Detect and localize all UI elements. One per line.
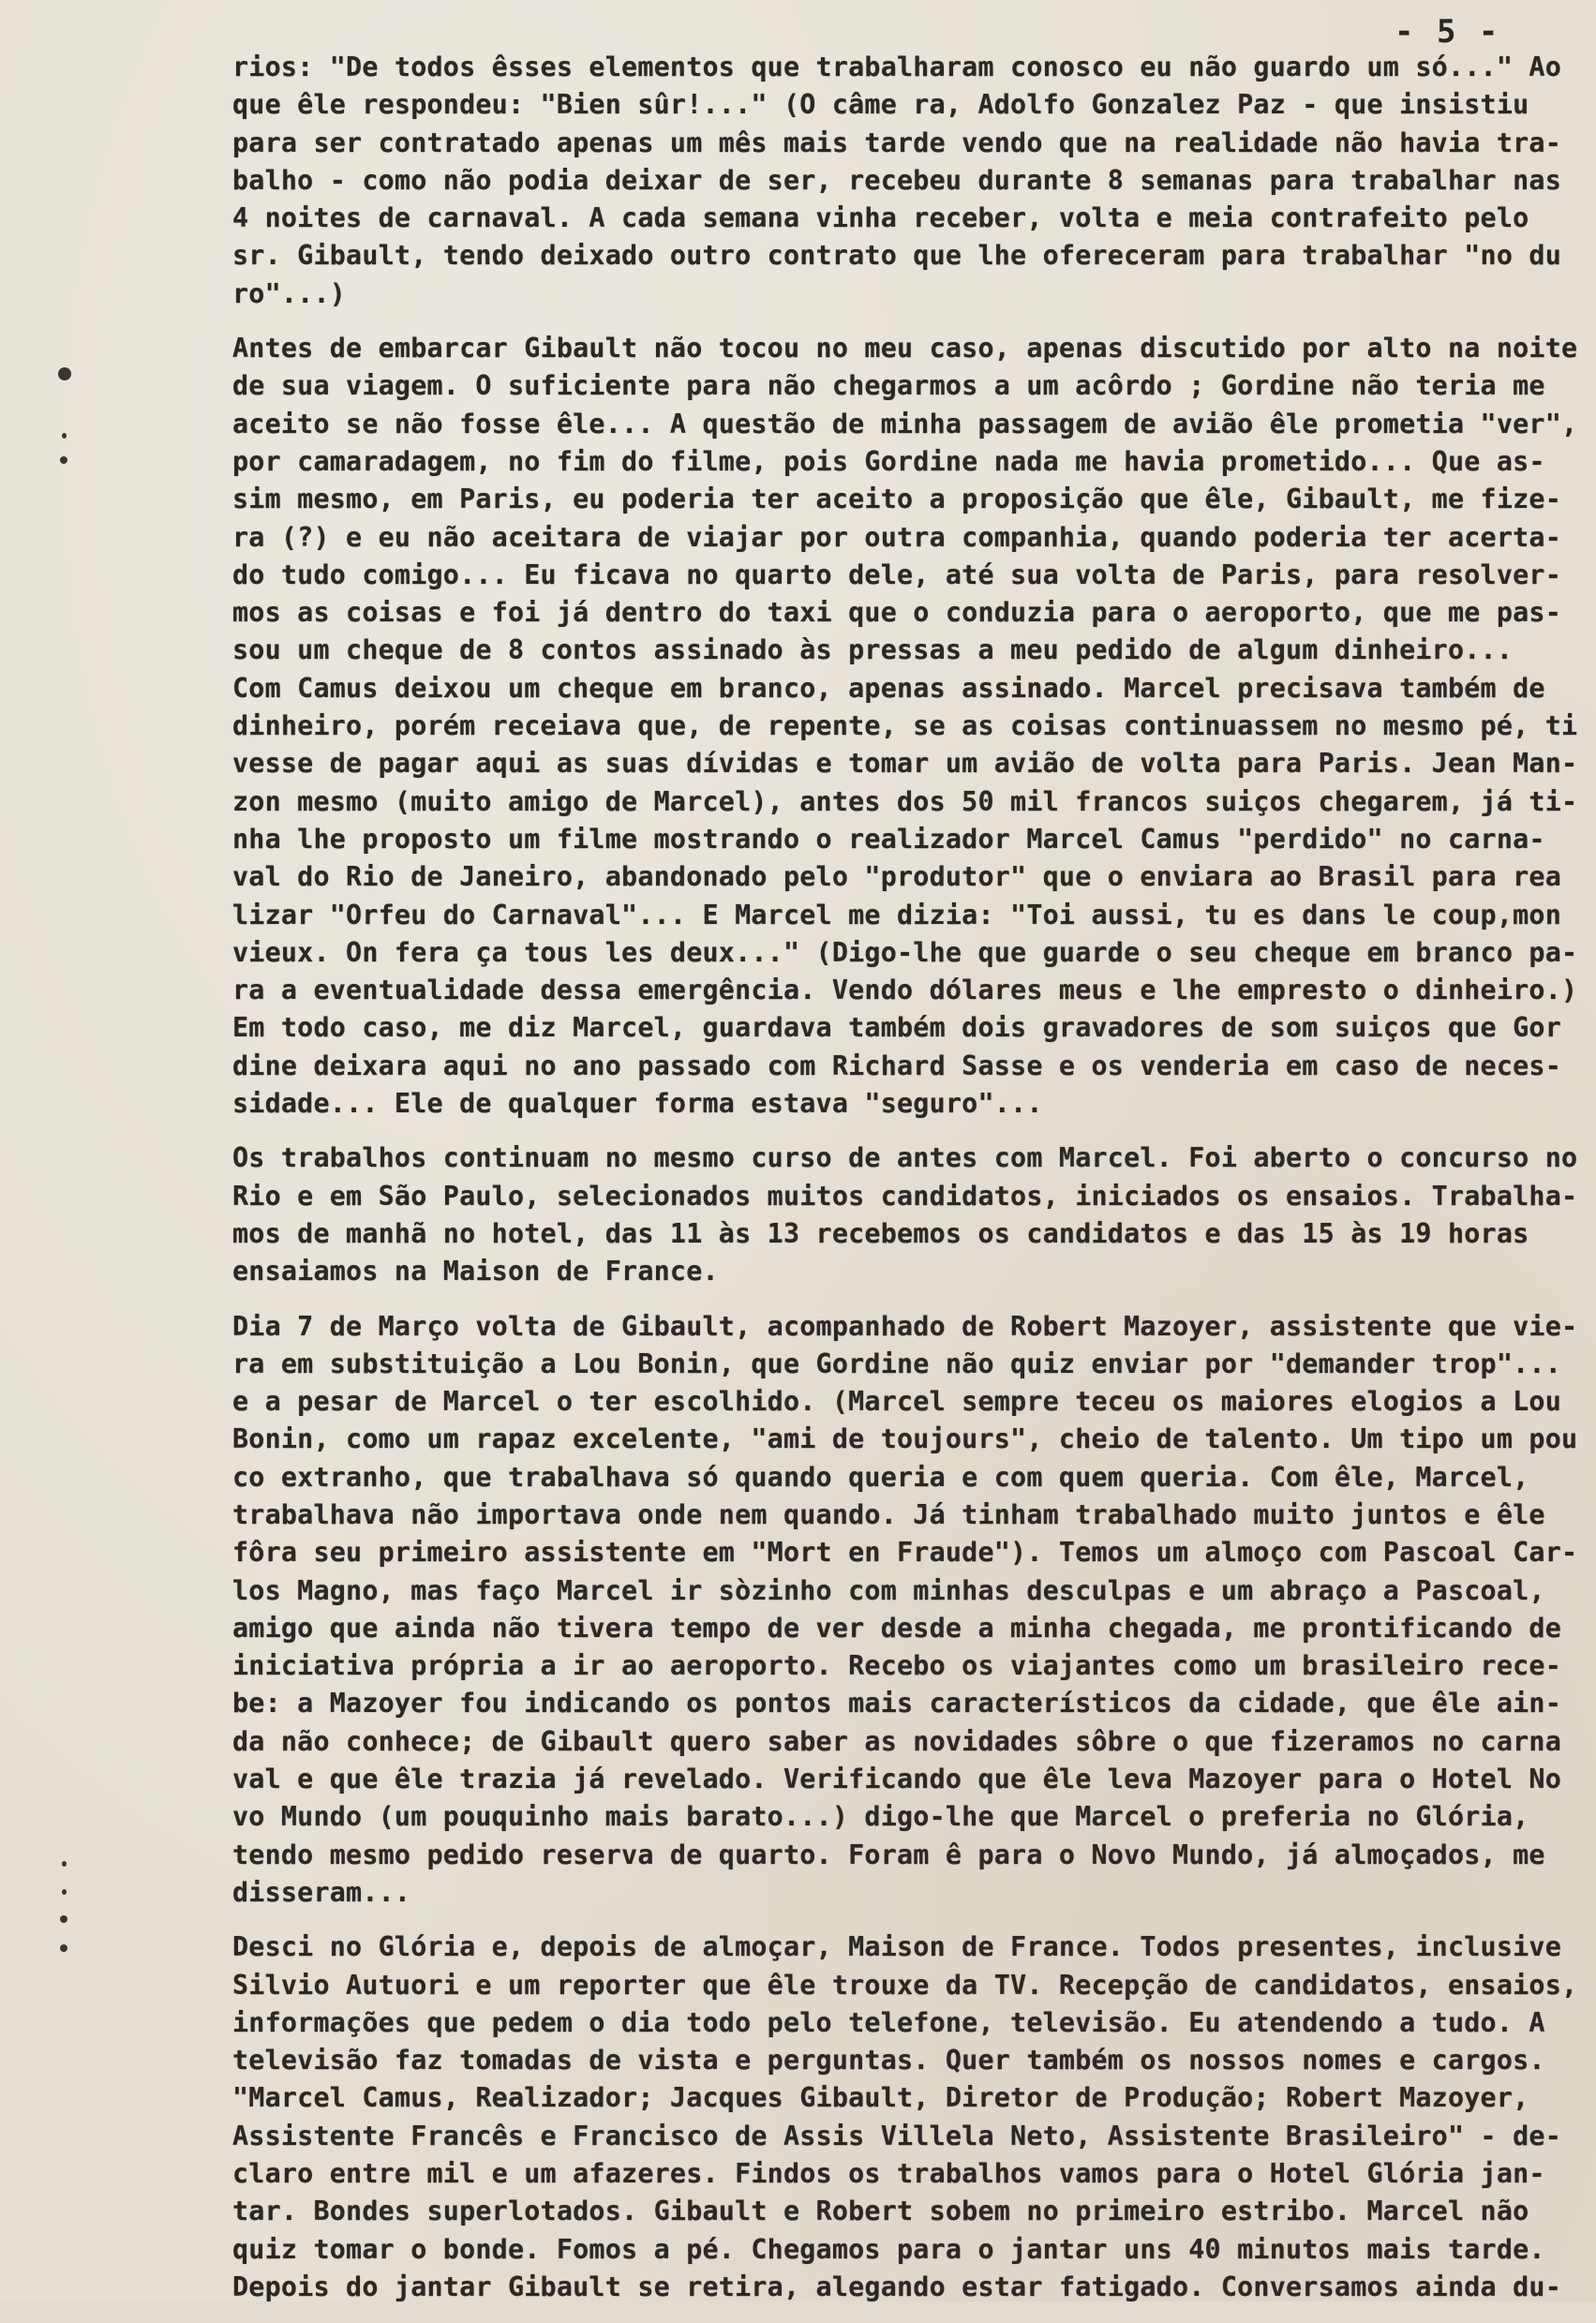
- text-line: Os trabalhos continuam no mesmo curso de antes com Marcel. Foi aberto o concurso no: [232, 1142, 1578, 1174]
- text-line: dinheiro, porém receiava que, de repente, se as coisas continuassem no mesmo pé, ti: [232, 710, 1578, 742]
- text-line: mos de manhã no hotel, das 11 às 13 recebemos os candidatos e das 15 às 19 horas: [232, 1217, 1529, 1249]
- text-line: Dia 7 de Março volta de Gibault, acompanhado de Robert Mazoyer, assistente que vie-: [232, 1310, 1578, 1342]
- text-line: que êle respondeu: "Bien sûr!..." (O câme ra, Adolfo Gonzalez Paz - que insistiu: [232, 89, 1529, 121]
- text-line: fôra seu primeiro assistente em "Mort en Fraude"). Temos um almoço com Pascoal Car-: [232, 1537, 1578, 1569]
- text-line: ra em substituição a Lou Bonin, que Gordine não quiz enviar por "demander trop"...: [232, 1348, 1561, 1379]
- text-line: Bonin, como um rapaz excelente, "ami de toujours", cheio de talento. Um tipo um pou: [232, 1423, 1578, 1455]
- text-line: tendo mesmo pedido reserva de quarto. Foram ê para o Novo Mundo, já almoçados, me: [232, 1839, 1545, 1870]
- text-line: ra a eventualidade dessa emergência. Vendo dólares meus e lhe empresto o dinheiro.): [232, 975, 1578, 1006]
- text-line: lizar "Orfeu do Carnaval"... E Marcel me dizia: "Toi aussi, tu es dans le coup,mon: [232, 899, 1561, 931]
- typed-text-body: [232, 49, 1589, 2323]
- text-line: da não conhece; de Gibault quero saber as novidades sôbre o que fizeramos no carna: [232, 1725, 1561, 1757]
- text-line: be: a Mazoyer fou indicando os pontos mais característicos da cidade, que êle ain-: [232, 1688, 1561, 1720]
- text-line: val do Rio de Janeiro, abandonado pelo "produtor" que o enviara ao Brasil para rea: [232, 861, 1561, 893]
- text-line: rios: "De todos êsses elementos que trabalharam conosco eu não guardo um só..." Ao: [232, 52, 1561, 82]
- text-line: Antes de embarcar Gibault não tocou no meu caso, apenas discutido por alto na noite: [232, 333, 1578, 365]
- text-line: sr. Gibault, tendo deixado outro contrato que lhe ofereceram para trabalhar "no du: [232, 240, 1561, 272]
- text-line: Depois do jantar Gibault se retira, alegando estar fatigado. Conversamos ainda du-: [232, 2271, 1561, 2302]
- text-line: informações que pedem o dia todo pelo telefone, televisão. Eu atendendo a tudo. A: [232, 2006, 1545, 2038]
- page-number: - 5 -: [1395, 13, 1500, 51]
- text-line: Em todo caso, me diz Marcel, guardava também dois gravadores de som suiços que Gor: [232, 1012, 1561, 1044]
- punch-hole-mark: [62, 1861, 67, 1867]
- text-line: Desci no Glória e, depois de almoçar, Maison de France. Todos presentes, inclusive: [232, 1931, 1561, 1963]
- punch-hole-mark: [62, 1889, 67, 1895]
- punch-hole-mark: [60, 456, 67, 464]
- punch-hole-mark: [60, 1944, 67, 1952]
- text-line: zon mesmo (muito amigo de Marcel), antes dos 50 mil francos suiços chegarem, já ti-: [232, 785, 1578, 817]
- text-line: tar. Bondes superlotados. Gibault e Robert sobem no primeiro estribo. Marcel não: [232, 2196, 1529, 2227]
- text-line: aceito se não fosse êle... A questão de minha passagem de avião êle prometia "ver",: [232, 408, 1578, 439]
- text-line: mos as coisas e foi já dentro do taxi que o conduzia para o aeroporto, que me pas-: [232, 597, 1561, 629]
- text-line: sou um cheque de 8 contos assinado às pressas a meu pedido de algum dinheiro...: [232, 634, 1514, 666]
- paragraph: [232, 330, 1589, 1123]
- text-line: dine deixara aqui no ano passado com Richard Sasse e os venderia em caso de neces-: [232, 1050, 1561, 1081]
- punch-hole-mark: [60, 1915, 67, 1923]
- text-line: sidade... Ele de qualquer forma estava "seguro"...: [232, 1088, 1043, 1120]
- text-line: vo Mundo (um pouquinho mais barato...) digo-lhe que Marcel o preferia no Glória,: [232, 1801, 1529, 1833]
- text-line: trabalhava não importava onde nem quando. Já tinham trabalhado muito juntos e êle: [232, 1498, 1545, 1530]
- text-line: "Marcel Camus, Realizador; Jacques Gibault, Diretor de Produção; Robert Mazoyer,: [232, 2082, 1529, 2114]
- text-line: co extranho, que trabalhava só quando queria e com quem queria. Com êle, Marcel,: [232, 1461, 1529, 1493]
- text-line: amigo que ainda não tivera tempo de ver desde a minha chegada, me prontificando de: [232, 1612, 1561, 1644]
- text-line: Rio e em São Paulo, selecionados muitos candidatos, iniciados os ensaios. Trabalha-: [232, 1180, 1578, 1212]
- text-line: claro entre mil e um afazeres. Findos os trabalhos vamos para o Hotel Glória jan-: [232, 2158, 1545, 2190]
- paragraph: [232, 1139, 1589, 1290]
- text-line: por camaradagem, no fim do filme, pois Gordine nada me havia prometido... Que as-: [232, 445, 1545, 477]
- text-line: val e que êle trazia já revelado. Verificando que êle leva Mazoyer para o Hotel No: [232, 1764, 1561, 1795]
- text-line: balho - como não podia deixar de ser, recebeu durante 8 semanas para trabalhar nas: [232, 164, 1561, 196]
- text-line: vieux. On fera ça tous les deux..." (Digo-lhe que guarde o seu cheque em branco pa-: [232, 936, 1578, 968]
- text-line: los Magno, mas faço Marcel ir sòzinho com minhas desculpas e um abraço a Pascoal,: [232, 1574, 1545, 1606]
- text-line: nha lhe proposto um filme mostrando o realizador Marcel Camus "perdido" no carna-: [232, 823, 1545, 855]
- text-line: Com Camus deixou um cheque em branco, apenas assinado. Marcel precisava também de: [232, 672, 1545, 704]
- text-line: televisão faz tomadas de vista e perguntas. Quer também os nossos nomes e cargos.: [232, 2045, 1545, 2077]
- text-line: ensaiamos na Maison de France.: [232, 1256, 719, 1288]
- text-line: e a pesar de Marcel o ter escolhido. (Marcel sempre teceu os maiores elogios a Lou: [232, 1386, 1561, 1418]
- paragraph: [232, 1928, 1589, 2306]
- text-line: sim mesmo, em Paris, eu poderia ter aceito a proposição que êle, Gibault, me fize-: [232, 484, 1561, 515]
- paragraph: [232, 49, 1589, 313]
- text-line: Silvio Autuori e um reporter que êle trouxe da TV. Recepção de candidatos, ensaios,: [232, 1969, 1578, 2001]
- text-line: vesse de pagar aqui as suas dívidas e tomar um avião de volta para Paris. Jean Man-: [232, 748, 1578, 780]
- text-line: 4 noites de carnaval. A cada semana vinha receber, volta e meia contrafeito pelo: [232, 202, 1529, 234]
- punch-hole-mark: [62, 433, 67, 439]
- text-line: iniciativa própria a ir ao aeroporto. Recebo os viajantes como um brasileiro rece-: [232, 1650, 1561, 1682]
- paragraph: [232, 1308, 1589, 1913]
- text-line: para ser contratado apenas um mês mais tarde vendo que na realidade não havia tra-: [232, 127, 1561, 158]
- text-line: de sua viagem. O suficiente para não chegarmos a um acôrdo ; Gordine não teria me: [232, 370, 1545, 402]
- text-line: do tudo comigo... Eu ficava no quarto dele, até sua volta de Paris, para resolver-: [232, 558, 1561, 590]
- text-line: ro"...): [232, 277, 347, 309]
- text-line: quiz tomar o bonde. Fomos a pé. Chegamos para o jantar uns 40 minutos mais tarde.: [232, 2233, 1545, 2265]
- text-line: Assistente Francês e Francisco de Assis Villela Neto, Assistente Brasileiro" - de-: [232, 2120, 1561, 2152]
- text-line: ra (?) e eu não aceitara de viajar por outra companhia, quando poderia ter acerta-: [232, 521, 1561, 553]
- punch-hole-mark: [58, 367, 71, 380]
- text-line: disseram...: [232, 1876, 411, 1908]
